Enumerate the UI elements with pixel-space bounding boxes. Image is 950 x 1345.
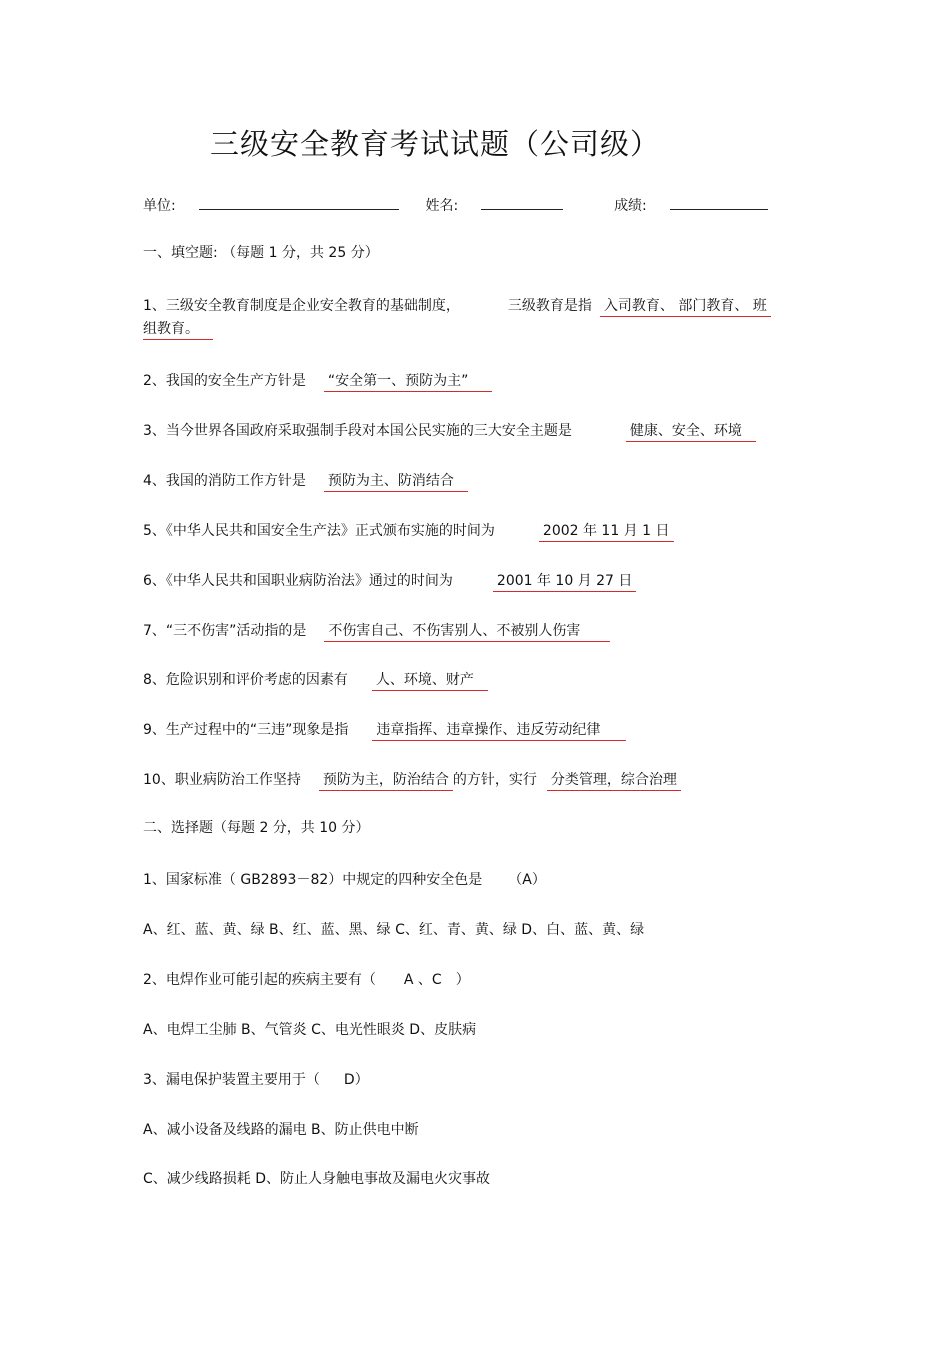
q4-text: 4、我国的消防工作方针是	[143, 473, 306, 489]
q3-answer: 健康、安全、环境	[626, 422, 756, 442]
c2-answer: A 、C	[403, 972, 442, 988]
q9-answer: 违章指挥、违章操作、违反劳动纪律	[372, 721, 626, 741]
unit-field[interactable]	[199, 194, 399, 210]
c1-options: A、红、蓝、黄、绿 B、红、蓝、黑、绿 C、红、青、黄、绿 D、白、蓝、黄、绿	[143, 922, 645, 938]
c2-text: 2、电焊作业可能引起的疾病主要有（	[143, 972, 376, 988]
section1-heading: 一、填空题: （每题 1 分，共 25 分）	[143, 245, 379, 261]
c2-options: A、电焊工尘肺 B、气管炎 C、电光性眼炎 D、皮肤病	[143, 1022, 477, 1038]
q2-text: 2、我国的安全生产方针是	[143, 373, 306, 389]
c3-answer: D	[343, 1072, 355, 1088]
q4	[143, 470, 468, 492]
q8	[143, 669, 488, 691]
c3-options-a: A、减小设备及线路的漏电 B、防止供电中断	[143, 1122, 419, 1138]
c2-close: ）	[455, 972, 470, 988]
name-label: 姓名:	[425, 198, 459, 214]
q6	[143, 570, 636, 592]
q4-answer: 预防为主、防消结合	[324, 472, 468, 492]
q3-text: 3、当今世界各国政府采取强制手段对本国公民实施的三大安全主题是	[143, 423, 572, 439]
header-row	[143, 194, 768, 217]
q7	[143, 620, 610, 642]
q10-answer-a: 预防为主，防治结合	[319, 771, 453, 791]
q5-answer: 2002 年 11 月 1 日	[539, 522, 674, 542]
unit-label: 单位:	[143, 198, 176, 214]
page-title: 三级安全教育考试试题（公司级）	[210, 127, 661, 161]
c3-text: 3、漏电保护装置主要用于（	[143, 1072, 320, 1088]
c1-text: 1、国家标准（ GB2893－82）中规定的四种安全色是	[143, 872, 483, 888]
score-field[interactable]	[670, 194, 768, 210]
q2-answer: “安全第一、预防为主”	[324, 372, 493, 392]
q3	[143, 420, 756, 442]
q5-text: 5、《中华人民共和国安全生产法》正式颁布实施的时间为	[143, 523, 495, 539]
score-label: 成绩:	[614, 198, 647, 214]
name-field[interactable]	[481, 194, 563, 210]
q6-text: 6、《中华人民共和国职业病防治法》通过的时间为	[143, 573, 453, 589]
q7-answer: 不伤害自己、不伤害别人、不被别人伤害	[324, 622, 610, 642]
q8-text: 8、危险识别和评价考虑的因素有	[143, 672, 348, 688]
c3-close: ）	[354, 1072, 369, 1088]
c3	[143, 1069, 369, 1091]
q1-prefix: 1、三级安全教育制度是企业安全教育的基础制度，	[143, 298, 460, 314]
q7-text: 7、“三不伤害”活动指的是	[143, 623, 307, 639]
q1-line2	[143, 318, 213, 340]
q1-answer-a: 入司教育、 部门教育、 班	[600, 297, 771, 317]
q5	[143, 520, 674, 542]
q1-answer-b: 组教育。	[143, 320, 213, 340]
q1-mid: 三级教育是指	[507, 298, 592, 314]
q10	[143, 769, 681, 791]
c1	[143, 869, 546, 891]
c1-answer: （A）	[508, 872, 546, 888]
q2	[143, 370, 492, 392]
c3-options-b: C、减少线路损耗 D、防止人身触电事故及漏电火灾事故	[143, 1171, 491, 1187]
section2-heading: 二、选择题（每题 2 分，共 10 分）	[143, 820, 370, 836]
q8-answer: 人、环境、财产	[372, 671, 488, 691]
q6-answer: 2001 年 10 月 27 日	[493, 572, 637, 592]
q10-text-a: 10、职业病防治工作坚持	[143, 772, 301, 788]
q9-text: 9、生产过程中的“三违”现象是指	[143, 722, 349, 738]
q10-text-b: 的方针，实行	[452, 772, 537, 788]
q1-line1	[143, 295, 771, 317]
c2	[143, 969, 470, 991]
q10-answer-b: 分类管理，综合治理	[547, 771, 681, 791]
q9	[143, 719, 626, 741]
